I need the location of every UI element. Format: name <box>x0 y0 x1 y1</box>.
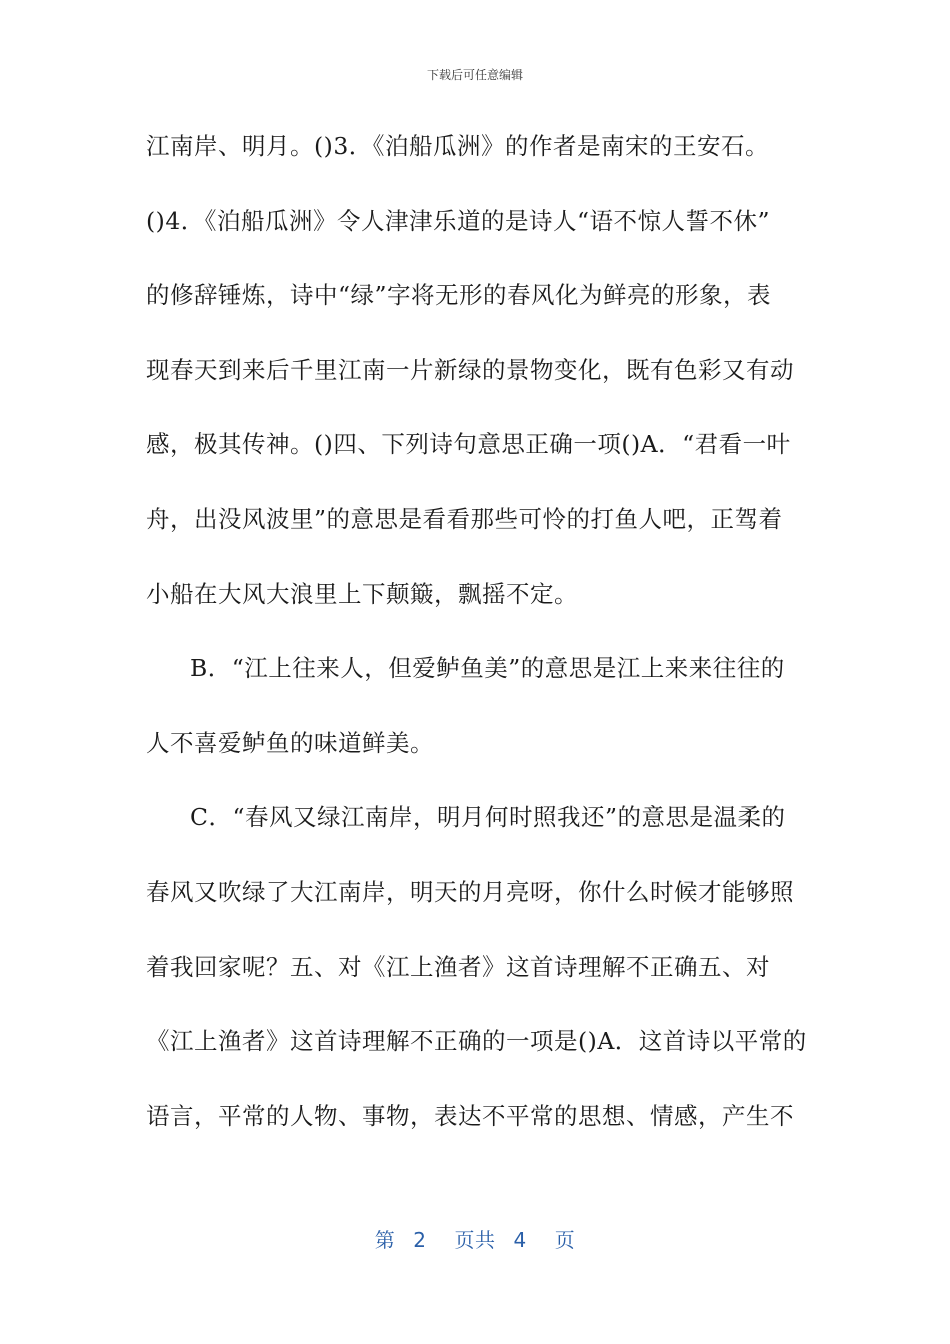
text-line: 春风又吹绿了大江南岸，明天的月亮呀，你什么时候才能够照 <box>146 877 794 906</box>
text-line: 舟，出没风波里”的意思是看看那些可怜的打鱼人吧，正驾着 <box>146 504 783 533</box>
text-line: 小船在大风大浪里上下颠簸，飘摇不定。 <box>146 579 578 608</box>
text-line: 的修辞锤炼，诗中“绿”字将无形的春风化为鲜亮的形象，表 <box>146 281 772 310</box>
text-line-option-b: B．“江上往来人，但爱鲈鱼美”的意思是江上来来往往的 <box>190 654 785 683</box>
text-line: 感，极其传神。()四、下列诗句意思正确一项()A．“君看一叶 <box>146 430 791 459</box>
text-line: 着我回家呢？五、对《江上渔者》这首诗理解不正确五、对 <box>146 952 770 981</box>
page-footer <box>0 1224 950 1253</box>
text-line: 《江上渔者》这首诗理解不正确的一项是()A．这首诗以平常的 <box>146 1027 807 1056</box>
text-line: 现春天到来后千里江南一片新绿的景物变化，既有色彩又有动 <box>146 355 794 384</box>
footer-total-pages: 4 <box>513 1228 527 1252</box>
text-line: 人不喜爱鲈鱼的味道鲜美。 <box>146 728 434 757</box>
text-line: ()4．《泊船瓜洲》令人津津乐道的是诗人“语不惊人誓不休” <box>146 206 771 235</box>
footer-middle: 页共 <box>454 1228 496 1252</box>
document-body <box>146 122 806 1166</box>
text-line-option-c: C．“春风又绿江南岸，明月何时照我还”的意思是温柔的 <box>190 803 786 832</box>
page-header: 下载后可任意编辑 <box>426 68 523 82</box>
text-line: 江南岸、明月。()3．《泊船瓜洲》的作者是南宋的王安石。 <box>146 132 770 160</box>
footer-prefix: 第 <box>374 1228 396 1252</box>
footer-suffix: 页 <box>554 1228 576 1252</box>
text-line: 语言，平常的人物、事物，表达不平常的思想、情感，产生不 <box>146 1101 794 1130</box>
footer-page-number: 2 <box>413 1228 427 1252</box>
